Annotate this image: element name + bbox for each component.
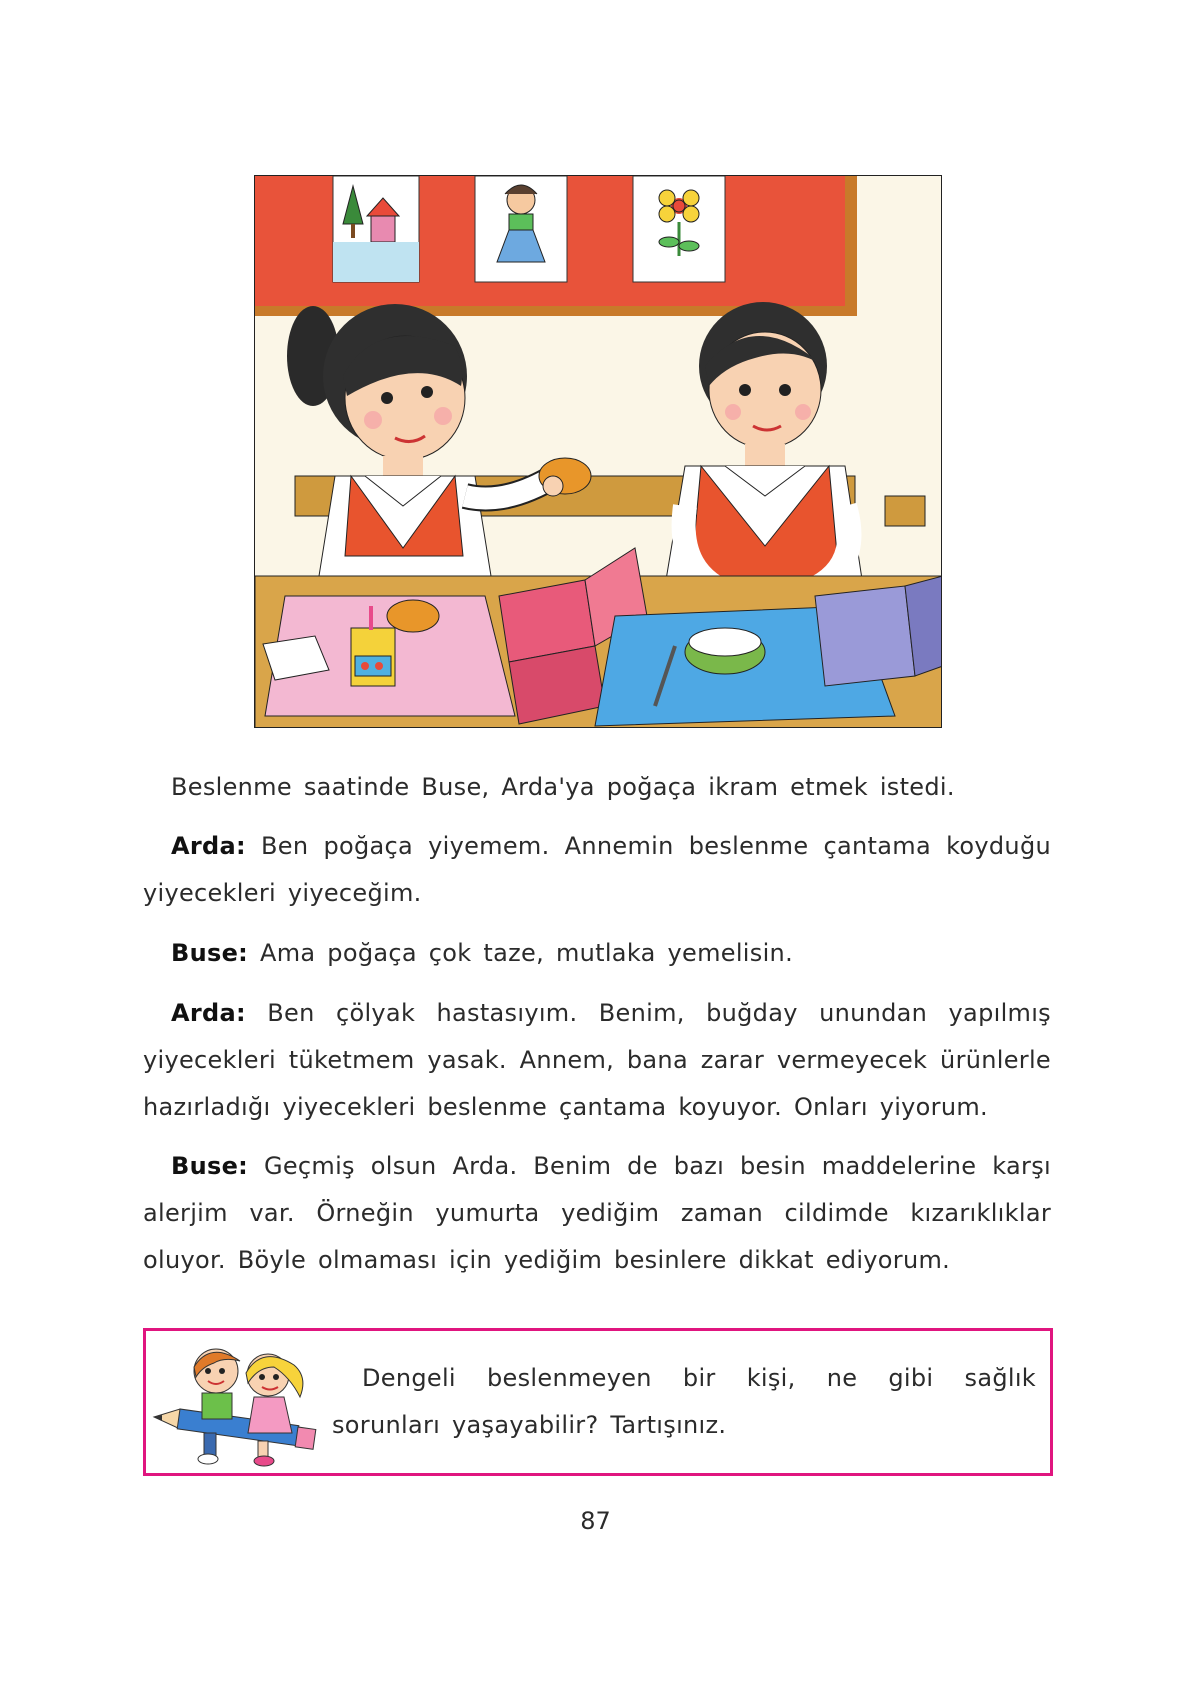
classroom-illustration xyxy=(254,175,942,728)
page-number: 87 xyxy=(580,1507,611,1535)
discussion-question: Dengeli beslenmeyen bir kişi, ne gibi sağlık sorunları yaşayabilir? Tartışınız. xyxy=(332,1364,1036,1439)
tree-house-picture xyxy=(333,176,419,282)
dialogue-line-3: Arda: Ben çölyak hastasıyım. Benim, buğday unundan yapılmış yiyecekleri tüketmem yasak. Annem, bana zarar vermeyecek ürünlerle hazırladığı yiyecekleri beslenme çantama koyuyor. Onları yiyorum. xyxy=(143,999,1051,1121)
discussion-box xyxy=(143,1328,1053,1476)
kids-on-pencil-icon xyxy=(150,1337,328,1469)
dialogue-line-1: Arda: Ben poğaça yiyemem. Annemin beslenme çantama koyduğu yiyecekleri yiyeceğim. xyxy=(143,832,1051,907)
dialogue-line-2: Buse: Ama poğaça çok taze, mutlaka yemelisin. xyxy=(171,939,793,967)
speaker-label: Buse: xyxy=(171,939,249,967)
speaker-label: Buse: xyxy=(171,1152,249,1180)
dialogue-line-4: Buse: Geçmiş olsun Arda. Benim de bazı besin maddelerine karşı alerjim var. Örneğin yumurta yediğim zaman cildimde kızarıklıklar oluyor. Böyle olmaması için yediğim besinlere dikkat ediyorum. xyxy=(143,1152,1051,1274)
speaker-label: Arda: xyxy=(171,832,246,860)
flower-picture xyxy=(633,176,725,282)
girl-drawing-picture xyxy=(475,176,567,282)
classroom-lunch-illustration-icon xyxy=(255,176,942,728)
story-intro: Beslenme saatinde Buse, Arda'ya poğaça ikram etmek istedi. xyxy=(171,773,955,801)
speaker-label: Arda: xyxy=(171,999,246,1027)
